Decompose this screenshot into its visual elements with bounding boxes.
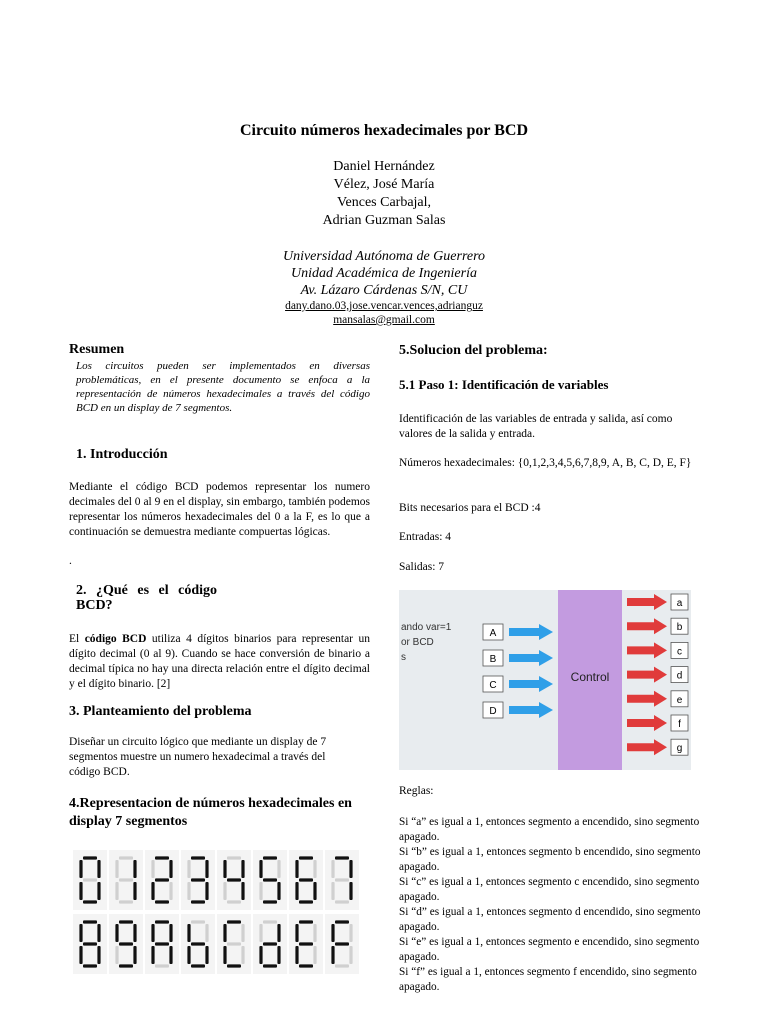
resumen-text: Los circuitos pueden ser implementados en diversas problemáticas, en el presente documento se enfoca a la representación de números hexadecimales a través del código BCD en un display de 7 segmentos. (76, 360, 370, 414)
segment-e (79, 946, 82, 964)
segment-a (119, 856, 133, 859)
segment-g (191, 878, 205, 881)
segment-a (335, 856, 349, 859)
input-group (483, 624, 553, 718)
segment-f (115, 860, 118, 878)
identificacion-text: Identificación de las variables de entrada y salida, así como valores de la salida y entrada. (399, 413, 673, 440)
segment-g (299, 942, 313, 945)
segment-c (133, 946, 136, 964)
segment-d (263, 900, 277, 903)
representacion-heading: 4.Representacion de números hexadecimales en display 7 segmentos (69, 796, 352, 829)
segment-a (263, 856, 277, 859)
segment-e (187, 946, 190, 964)
segment-d (335, 900, 349, 903)
segment-d (263, 964, 277, 967)
rule-item: Si “c” es igual a 1, entonces segmento c encendido, sino segmento apagado. (399, 876, 700, 903)
segment-f (259, 860, 262, 878)
block-diagram (399, 590, 691, 770)
segment-g (299, 878, 313, 881)
segment-digit (289, 850, 323, 910)
output-label: e (676, 694, 683, 706)
segment-c (205, 946, 208, 964)
output-group (627, 594, 688, 755)
reglas-label: Reglas: (399, 785, 434, 797)
affiliation (0, 248, 768, 299)
rule-item: Si “d” es igual a 1, entonces segmento d encendido, sino segmento apagado. (399, 906, 701, 933)
segment-a (299, 856, 313, 859)
seven-segment-digits (72, 848, 360, 976)
intro-text: Mediante el código BCD podemos representar los numero decimales del 0 al 9 en el display, sin embargo, también podemos representar los números hexadecimales del 0 a la F, es lo que a continuación se demuestra mediante compuertas lógicas. (69, 481, 370, 538)
segment-f (151, 860, 154, 878)
segment-digit (181, 850, 215, 910)
entradas-text: Entradas: 4 (399, 531, 452, 543)
segment-c (133, 882, 136, 900)
segment-e (259, 882, 262, 900)
segment-c (349, 946, 352, 964)
segment-c (169, 882, 172, 900)
bits-text: Bits necesarios para el BCD :4 (399, 502, 541, 514)
segment-b (241, 924, 244, 942)
planteamiento-heading: 3. Planteamiento del problema (69, 704, 252, 719)
segment-a (299, 920, 313, 923)
segment-c (277, 882, 280, 900)
author: Daniel Hernández (333, 159, 435, 174)
input-label: B (489, 654, 497, 665)
segment-f (115, 924, 118, 942)
segment-e (331, 946, 334, 964)
control-label: Control (570, 670, 610, 684)
segment-a (227, 920, 241, 923)
segment-f (295, 924, 298, 942)
segment-d (83, 900, 97, 903)
paso-heading: 5.1 Paso 1: Identificación de variables (399, 377, 609, 392)
segment-d (83, 964, 97, 967)
output-arrow (627, 594, 667, 610)
segment-a (155, 856, 169, 859)
segment-digit (325, 850, 359, 910)
output-arrow (627, 739, 667, 755)
segment-d (119, 900, 133, 903)
segment-b (205, 924, 208, 942)
intro-dot: . (69, 555, 72, 567)
segment-c (313, 882, 316, 900)
output-label: f (678, 719, 681, 730)
segment-digit (145, 850, 179, 910)
bcd-heading (76, 583, 236, 613)
bcd-heading-line: BCD? (76, 598, 113, 613)
bcd-text-rest: utiliza 4 dígitos binarios para representar un dígito decimal (0 al 9). Cuando se hace conversión de binario a decimal típica no hay una directa relación entre el dígito decimal y el dígito binario. [2] (69, 633, 370, 690)
segment-b (169, 860, 172, 878)
segment-f (331, 924, 334, 942)
segment-b (349, 860, 352, 878)
planteamiento-text: Diseñar un circuito lógico que mediante un display de 7 segmentos muestre un numero hexadecimal a través del código BCD. (69, 736, 327, 778)
segment-c (97, 882, 100, 900)
segment-g (119, 878, 133, 881)
segment-c (277, 946, 280, 964)
segment-digit (73, 914, 107, 974)
salidas-text: Salidas: 7 (399, 561, 445, 573)
segment-b (313, 924, 316, 942)
segment-a (83, 920, 97, 923)
rule-item: Si “e” es igual a 1, entonces segmento e encendido, sino segmento apagado. (399, 936, 700, 963)
segment-digit (217, 850, 251, 910)
diagram-side-text: s (401, 652, 406, 663)
diagram-side-text: or BCD (401, 637, 434, 648)
input-arrow (509, 676, 553, 692)
segment-e (115, 946, 118, 964)
segment-a (191, 920, 205, 923)
segment-a (119, 920, 133, 923)
output-arrow (627, 691, 667, 707)
segment-b (349, 924, 352, 942)
segment-digit (253, 850, 287, 910)
bcd-text-bold: código BCD (84, 633, 147, 645)
email-link[interactable] (0, 299, 768, 327)
segment-b (97, 860, 100, 878)
author: Vences Carbajal, (336, 195, 432, 210)
segment-g (119, 942, 133, 945)
segment-b (313, 860, 316, 878)
segment-g (263, 942, 277, 945)
segment-g (155, 878, 169, 881)
segment-e (295, 946, 298, 964)
solucion-heading: 5.Solucion del problema: (399, 343, 548, 358)
input-label: A (489, 628, 497, 639)
segment-b (277, 924, 280, 942)
output-arrow (627, 618, 667, 634)
input-arrow (509, 624, 553, 640)
segment-d (119, 964, 133, 967)
segment-a (227, 856, 241, 859)
segment-b (277, 860, 280, 878)
segment-g (83, 942, 97, 945)
output-arrow (627, 715, 667, 731)
segment-d (191, 900, 205, 903)
segment-d (191, 964, 205, 967)
segment-f (259, 924, 262, 942)
input-label: D (489, 706, 497, 717)
segment-b (205, 860, 208, 878)
segment-c (97, 946, 100, 964)
rule-item: Si “f” es igual a 1, entonces segmento f encendido, sino segmento apagado. (399, 966, 697, 993)
segment-a (263, 920, 277, 923)
segment-e (295, 882, 298, 900)
segment-f (187, 924, 190, 942)
segment-c (205, 882, 208, 900)
segment-a (335, 920, 349, 923)
segment-digit (181, 914, 215, 974)
output-arrow (627, 642, 667, 658)
segment-c (241, 882, 244, 900)
input-arrow (509, 650, 553, 666)
bcd-text-prefix: El (69, 633, 85, 645)
rule-item: Si “b” es igual a 1, entonces segmento b encendido, sino segmento apagado. (399, 846, 701, 873)
segment-f (187, 860, 190, 878)
segment-c (313, 946, 316, 964)
output-label: g (676, 743, 683, 755)
output-arrow (627, 667, 667, 683)
segment-e (115, 882, 118, 900)
author: Vélez, José María (333, 177, 435, 192)
segment-a (191, 856, 205, 859)
segment-a (155, 920, 169, 923)
affiliation-line: Unidad Académica de Ingeniería (291, 266, 477, 281)
segment-f (79, 860, 82, 878)
seven-segment-chart (72, 848, 360, 976)
author: Adrian Guzman Salas (322, 213, 446, 228)
segment-g (191, 942, 205, 945)
segment-e (151, 946, 154, 964)
segment-e (187, 882, 190, 900)
segment-d (155, 964, 169, 967)
segment-digit (325, 914, 359, 974)
segment-a (83, 856, 97, 859)
segment-g (227, 878, 241, 881)
affiliation-line: Universidad Autónoma de Guerrero (282, 249, 486, 264)
input-label: C (489, 680, 497, 691)
diagram-side-text: ando var=1 (401, 622, 452, 633)
segment-d (299, 900, 313, 903)
author-list (0, 158, 768, 230)
segment-digit (289, 914, 323, 974)
segment-digit (109, 914, 143, 974)
segment-c (241, 946, 244, 964)
segment-b (169, 924, 172, 942)
segment-g (335, 878, 349, 881)
segment-g (155, 942, 169, 945)
segment-e (79, 882, 82, 900)
segment-d (227, 900, 241, 903)
segment-g (335, 942, 349, 945)
segment-digit (109, 850, 143, 910)
output-label: a (676, 598, 683, 609)
segment-e (223, 882, 226, 900)
segment-c (349, 882, 352, 900)
segment-digit (217, 914, 251, 974)
affiliation-line: Av. Lázaro Cárdenas S/N, CU (300, 283, 468, 298)
input-arrow (509, 702, 553, 718)
output-label: d (676, 670, 683, 682)
hexadecimales-text: Números hexadecimales: {0,1,2,3,4,5,6,7,8,9, A, B, C, D, E, F} (399, 457, 692, 469)
segment-e (331, 882, 334, 900)
segment-f (331, 860, 334, 878)
rule-item: Si “a” es igual a 1, entonces segmento a encendido, sino segmento apagado. (399, 816, 700, 843)
segment-d (335, 964, 349, 967)
bcd-paragraph (69, 632, 370, 692)
segment-e (151, 882, 154, 900)
block-diagram-svg (399, 590, 691, 770)
segment-g (83, 878, 97, 881)
segment-b (133, 860, 136, 878)
rules-list (399, 815, 704, 995)
segment-g (227, 942, 241, 945)
segment-c (169, 946, 172, 964)
segment-d (155, 900, 169, 903)
segment-b (241, 860, 244, 878)
segment-digit (145, 914, 179, 974)
email-line: mansalas@gmail.com (333, 314, 435, 326)
segment-g (263, 878, 277, 881)
email-line: dany.dano.03,jose.vencar.vences,adrianguz (285, 300, 483, 312)
segment-f (223, 860, 226, 878)
resumen-heading: Resumen (69, 342, 125, 357)
segment-b (97, 924, 100, 942)
bcd-heading-line: 2. ¿Qué es el código (76, 583, 218, 598)
paper-title: Circuito números hexadecimales por BCD (240, 122, 528, 139)
segment-digit (253, 914, 287, 974)
output-label: c (677, 646, 682, 658)
segment-f (295, 860, 298, 878)
segment-d (227, 964, 241, 967)
output-label: b (676, 622, 683, 634)
segment-f (151, 924, 154, 942)
segment-digit (73, 850, 107, 910)
segment-d (299, 964, 313, 967)
intro-heading: 1. Introducción (76, 447, 168, 462)
segment-b (133, 924, 136, 942)
segment-f (223, 924, 226, 942)
segment-e (223, 946, 226, 964)
segment-e (259, 946, 262, 964)
segment-f (79, 924, 82, 942)
